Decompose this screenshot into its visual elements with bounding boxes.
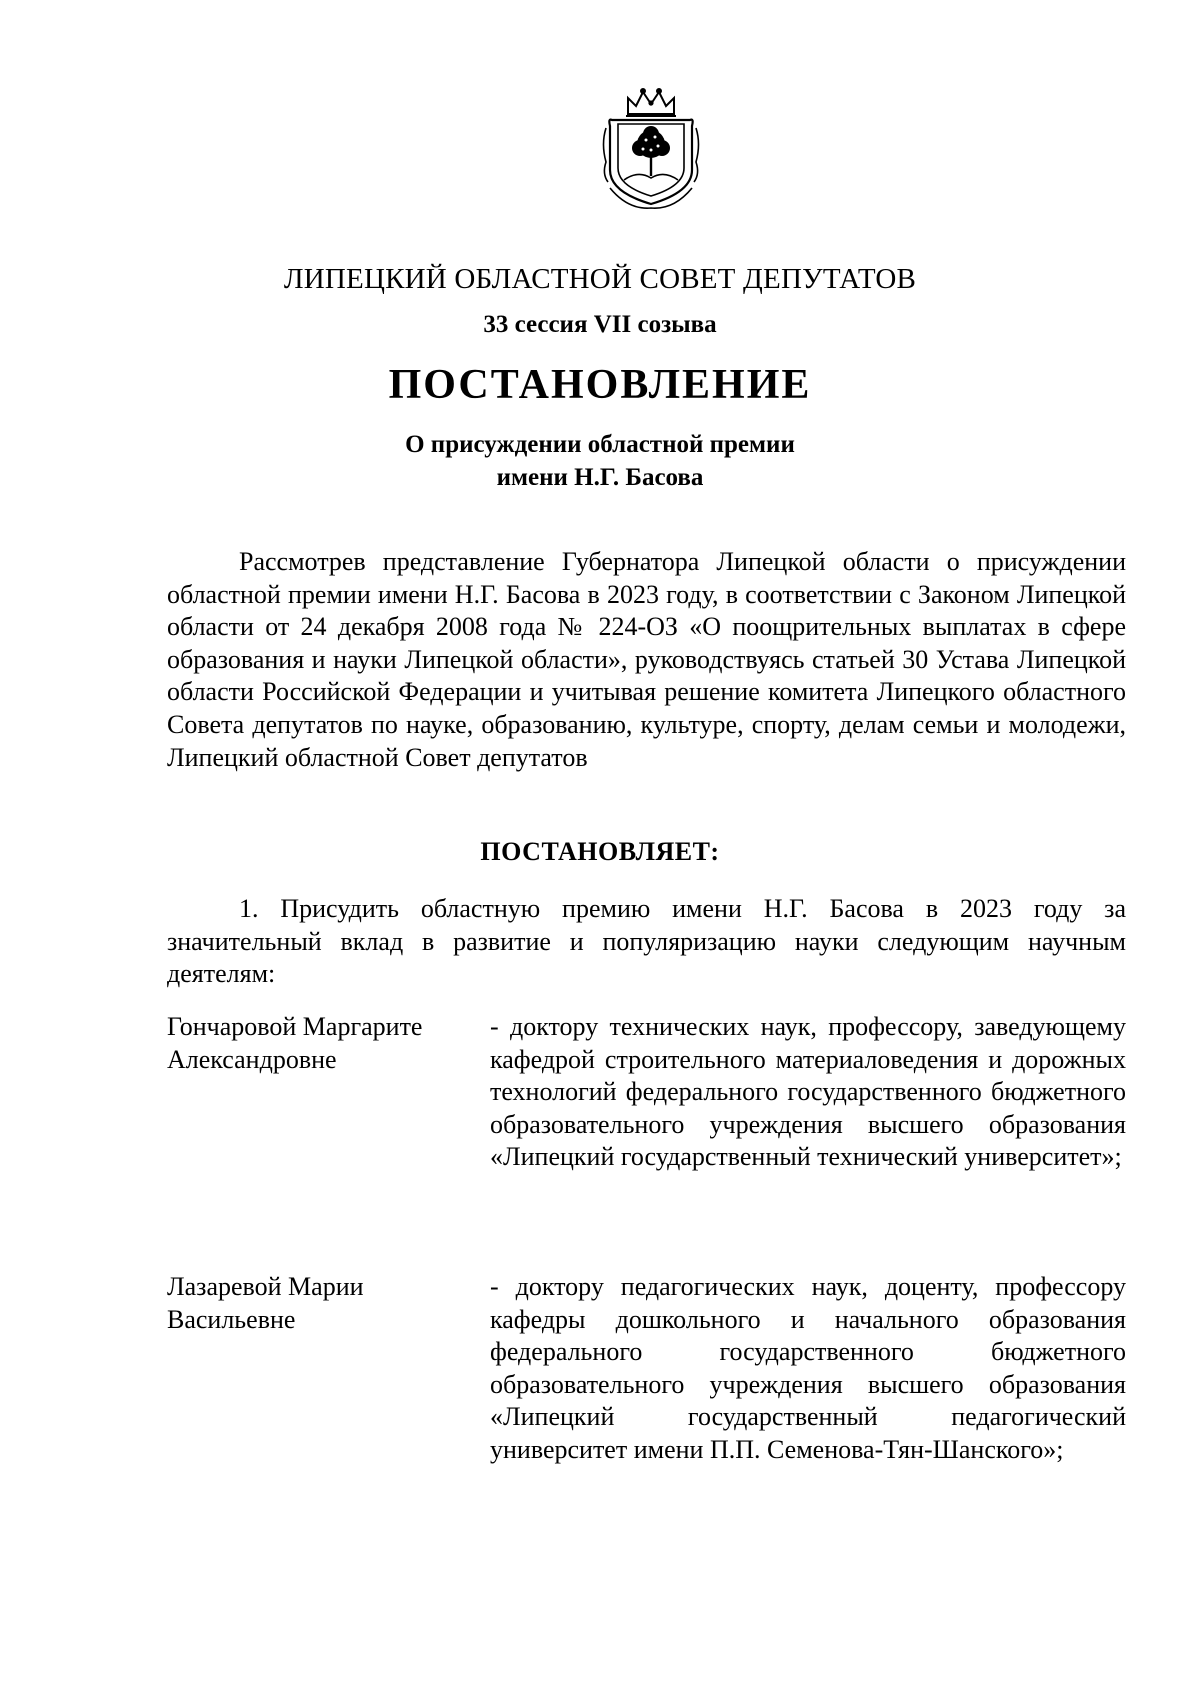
resolves-heading: ПОСТАНОВЛЯЕТ:	[480, 837, 720, 866]
session-line: 33 сессия VII созыва	[483, 311, 717, 338]
laureate-description: - доктору технических наук, профессору, заведующему кафедрой строительного материаловедения и дорожных технологий федерального государственного бюджетного образовательного учреждения высшего образования «Липецкий государственный технический университет»;	[490, 1012, 1126, 1172]
document-title	[0, 428, 1200, 494]
document-title-line: О присуждении областной премии	[405, 431, 795, 458]
laureate-name: Гончаровой Маргарите Александровне	[167, 1012, 423, 1074]
document-type-heading: ПОСТАНОВЛЕНИЕ	[388, 362, 812, 408]
clause-paragraph: 1. Присудить областную премию имени Н.Г. Басова в 2023 году за значительный вклад в развитие и популяризацию науки следующим научным деятелям:	[167, 894, 1126, 989]
laureate-description: - доктору педагогических наук, доценту, профессору кафедры дошкольного и начального образования федерального государственного бюджетного образовательного учреждения высшего образования «Липецкий государственный педагогический университет имени П.П. Семенова-Тян-Шанского»;	[490, 1272, 1126, 1464]
organization-name: ЛИПЕЦКИЙ ОБЛАСТНОЙ СОВЕТ ДЕПУТАТОВ	[283, 263, 917, 295]
preamble-paragraph: Рассмотрев представление Губернатора Липецкой области о присуждении областной премии имени Н.Г. Басова в 2023 году, в соответствии с Законом Липецкой области от 24 декабря 2008 года № 224-ОЗ «О поощрительных выплатах в сфере образования и науки Липецкой области», руководствуясь статьей 30 Устава Липецкой области Российской Федерации и учитывая решение комитета Липецкого областного Совета депутатов по науке, образованию, культуре, спорту, делам семьи и молодежи, Липецкий областной Совет депутатов	[167, 547, 1126, 772]
lipetsk-coat-of-arms-icon	[598, 84, 704, 212]
laureate-name: Лазаревой Марии Васильевне	[167, 1272, 364, 1334]
document-title-line: имени Н.Г. Басова	[496, 464, 704, 491]
